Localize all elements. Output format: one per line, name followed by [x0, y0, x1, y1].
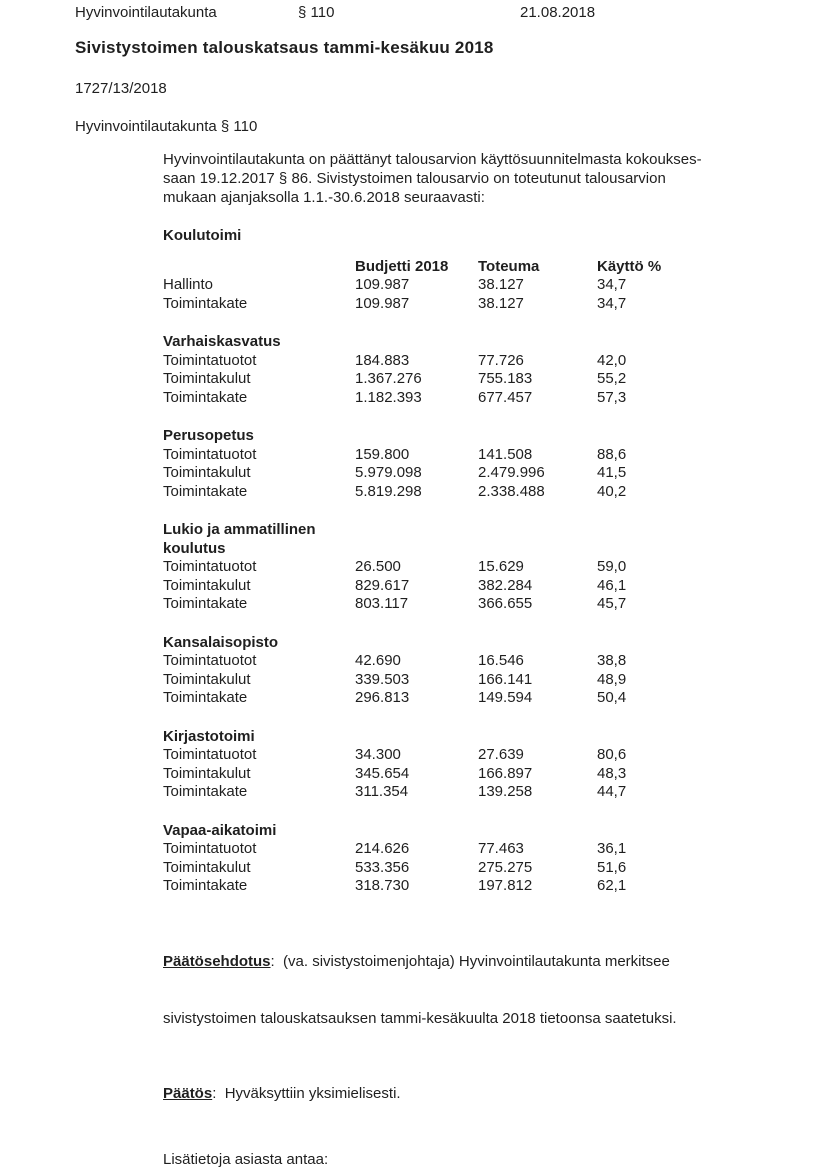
budget-section-heading — [163, 227, 776, 246]
budget-value: 42.690 — [355, 652, 401, 669]
budget-section — [163, 521, 776, 614]
row-label: Toimintakate — [163, 388, 248, 406]
actual-value: 77.463 — [478, 840, 524, 857]
usage-percent: 55,2 — [597, 370, 627, 387]
budget-section-heading-line: Koulutoimi — [163, 227, 242, 244]
row-label: Toimintakate — [163, 595, 248, 612]
budget-row — [163, 276, 776, 295]
committee-subheading: Hyvinvointilautakunta § 110 — [75, 118, 258, 135]
budget-value: 184.883 — [355, 351, 410, 369]
budget-section-heading — [163, 427, 776, 446]
budget-value: 1.367.276 — [355, 370, 422, 387]
decision-proposal-line1 — [163, 952, 776, 971]
budget-section-heading — [163, 822, 776, 841]
column-header-spacer — [163, 258, 355, 277]
budget-row — [163, 783, 776, 802]
meeting-date: 21.08.2018 — [520, 4, 596, 21]
budget-row — [163, 746, 776, 765]
budget-row — [163, 859, 776, 878]
case-number: 1727/13/2018 — [75, 80, 167, 97]
actual-value: 366.655 — [478, 595, 533, 612]
budget-value: 5.819.298 — [355, 482, 422, 500]
budget-value: 109.987 — [355, 294, 410, 312]
budget-section-heading-line: Vapaa-aikatoimi — [163, 821, 277, 839]
committee-name: Hyvinvointilautakunta — [75, 4, 217, 21]
decision-proposal-label: Päätösehdotus — [163, 952, 271, 970]
usage-percent: 36,1 — [597, 840, 627, 857]
column-header: Käyttö % — [597, 257, 662, 275]
budget-value: 829.617 — [355, 576, 410, 594]
row-label: Toimintatuotot — [163, 558, 257, 575]
usage-percent: 48,3 — [597, 764, 627, 782]
budget-row — [163, 558, 776, 577]
row-label: Toimintakate — [163, 689, 248, 706]
budget-row — [163, 765, 776, 784]
usage-percent: 62,1 — [597, 877, 627, 894]
budget-row — [163, 370, 776, 389]
budget-row — [163, 389, 776, 408]
intro-line: saan 19.12.2017 § 86. Sivistystoimen talousarvio on toteutunut talousarvion — [163, 170, 666, 187]
budget-value: 296.813 — [355, 689, 410, 706]
row-label: Toimintakulut — [163, 764, 251, 782]
actual-value: 166.141 — [478, 670, 533, 688]
decision-proposal-paragraph — [163, 914, 776, 1066]
document-title: Sivistystoimen talouskatsaus tammi-kesäkuu 2018 — [75, 38, 494, 57]
actual-value: 197.812 — [478, 877, 533, 894]
budget-row — [163, 295, 776, 314]
more-info-heading: Lisätietoja asiasta antaa: — [163, 1150, 329, 1168]
row-label: Toimintakate — [163, 482, 248, 500]
budget-section-heading — [163, 333, 776, 352]
document-header-row — [75, 4, 776, 22]
row-label: Toimintakulut — [163, 464, 251, 481]
row-label: Toimintatuotot — [163, 445, 257, 463]
actual-value: 2.338.488 — [478, 482, 545, 500]
budget-value: 318.730 — [355, 877, 410, 894]
budget-row — [163, 671, 776, 690]
budget-value: 339.503 — [355, 670, 410, 688]
actual-value: 16.546 — [478, 652, 524, 669]
budget-row — [163, 464, 776, 483]
column-header: Budjetti 2018 — [355, 257, 449, 275]
actual-value: 275.275 — [478, 858, 533, 876]
usage-percent: 51,6 — [597, 858, 627, 876]
budget-value: 26.500 — [355, 558, 401, 575]
actual-value: 15.629 — [478, 558, 524, 575]
row-label: Toimintakate — [163, 877, 248, 894]
row-label: Toimintatuotot — [163, 746, 257, 763]
usage-percent: 59,0 — [597, 558, 627, 575]
actual-value: 149.594 — [478, 689, 533, 706]
budget-row — [163, 652, 776, 671]
row-label: Toimintakate — [163, 294, 248, 312]
actual-value: 27.639 — [478, 746, 524, 763]
budget-section — [163, 333, 776, 407]
actual-value: 139.258 — [478, 783, 533, 800]
row-label: Toimintatuotot — [163, 840, 257, 857]
budget-value: 159.800 — [355, 445, 410, 463]
budget-value: 311.354 — [355, 783, 409, 800]
budget-section-heading-line: Perusopetus — [163, 427, 254, 444]
budget-row — [163, 446, 776, 465]
budget-row — [163, 689, 776, 708]
budget-value: 214.626 — [355, 840, 410, 857]
actual-value: 141.508 — [478, 445, 533, 463]
budget-value: 345.654 — [355, 764, 410, 782]
intro-line: mukaan ajanjaksolla 1.1.-30.6.2018 seuraavasti: — [163, 189, 485, 206]
usage-percent: 48,9 — [597, 670, 627, 688]
row-label: Toimintakulut — [163, 576, 251, 594]
actual-value: 2.479.996 — [478, 464, 545, 481]
budget-row — [163, 577, 776, 596]
budget-row — [163, 840, 776, 859]
budget-section-heading-line: Kirjastotoimi — [163, 727, 255, 745]
decision-paragraph — [163, 1084, 776, 1103]
usage-percent: 34,7 — [597, 276, 627, 293]
row-label: Toimintakulut — [163, 858, 251, 876]
usage-percent: 46,1 — [597, 576, 627, 594]
usage-percent: 41,5 — [597, 464, 627, 481]
actual-value: 755.183 — [478, 370, 533, 387]
budget-row — [163, 352, 776, 371]
budget-value: 803.117 — [355, 595, 409, 612]
actual-value: 38.127 — [478, 294, 524, 312]
budget-value: 34.300 — [355, 746, 401, 763]
budget-section-heading-line: Varhaiskasvatus — [163, 333, 281, 350]
intro-line: Hyvinvointilautakunta on päättänyt talousarvion käyttösuunnitelmasta kokoukses- — [163, 151, 702, 168]
decision-label: Päätös — [163, 1084, 213, 1102]
actual-value: 77.726 — [478, 351, 524, 369]
usage-percent: 42,0 — [597, 351, 627, 369]
budget-section — [163, 427, 776, 501]
budget-value: 1.182.393 — [355, 388, 422, 406]
usage-percent: 40,2 — [597, 482, 627, 500]
usage-percent: 80,6 — [597, 746, 627, 763]
actual-value: 166.897 — [478, 764, 533, 782]
budget-column-headers — [163, 258, 776, 277]
budget-section-heading-line: Lukio ja ammatillinen — [163, 521, 316, 538]
usage-percent: 34,7 — [597, 294, 627, 312]
column-header: Toteuma — [478, 257, 540, 275]
budget-section-heading — [163, 521, 776, 558]
budget-row — [163, 483, 776, 502]
usage-percent: 45,7 — [597, 595, 627, 612]
row-label: Toimintakulut — [163, 670, 251, 688]
budget-value: 5.979.098 — [355, 464, 422, 481]
budget-section — [163, 728, 776, 802]
decision-proposal-line2: sivistystoimen talouskatsauksen tammi-kesäkuulta 2018 tietoonsa saatetuksi. — [163, 1009, 677, 1027]
budget-section-heading-line: koulutus — [163, 539, 226, 557]
decision-proposal-text: : (va. sivistystoimenjohtaja) Hyvinvointilautakunta merkitsee — [270, 952, 670, 970]
budget-row — [163, 595, 776, 614]
decision-text: : Hyväksyttiin yksimielisesti. — [212, 1084, 401, 1102]
budget-value: 109.987 — [355, 276, 410, 293]
row-label: Toimintakulut — [163, 370, 251, 387]
budget-row — [163, 877, 776, 896]
usage-percent: 50,4 — [597, 689, 627, 706]
row-label: Toimintatuotot — [163, 652, 257, 669]
row-label: Toimintakate — [163, 783, 248, 800]
budget-section-heading — [163, 634, 776, 653]
usage-percent: 44,7 — [597, 783, 627, 800]
usage-percent: 38,8 — [597, 652, 627, 669]
usage-percent: 88,6 — [597, 445, 627, 463]
budget-value: 533.356 — [355, 858, 410, 876]
budget-section-heading — [163, 728, 776, 747]
paragraph-reference: § 110 — [298, 4, 335, 21]
actual-value: 38.127 — [478, 276, 524, 293]
actual-value: 677.457 — [478, 388, 533, 406]
budget-table — [163, 227, 776, 896]
usage-percent: 57,3 — [597, 388, 627, 406]
budget-section-heading-line: Kansalaisopisto — [163, 633, 279, 651]
budget-section — [163, 634, 776, 708]
row-label: Hallinto — [163, 276, 214, 293]
row-label: Toimintatuotot — [163, 351, 257, 369]
budget-section — [163, 227, 776, 313]
intro-paragraph — [163, 150, 776, 207]
actual-value: 382.284 — [478, 576, 533, 594]
budget-section — [163, 822, 776, 896]
